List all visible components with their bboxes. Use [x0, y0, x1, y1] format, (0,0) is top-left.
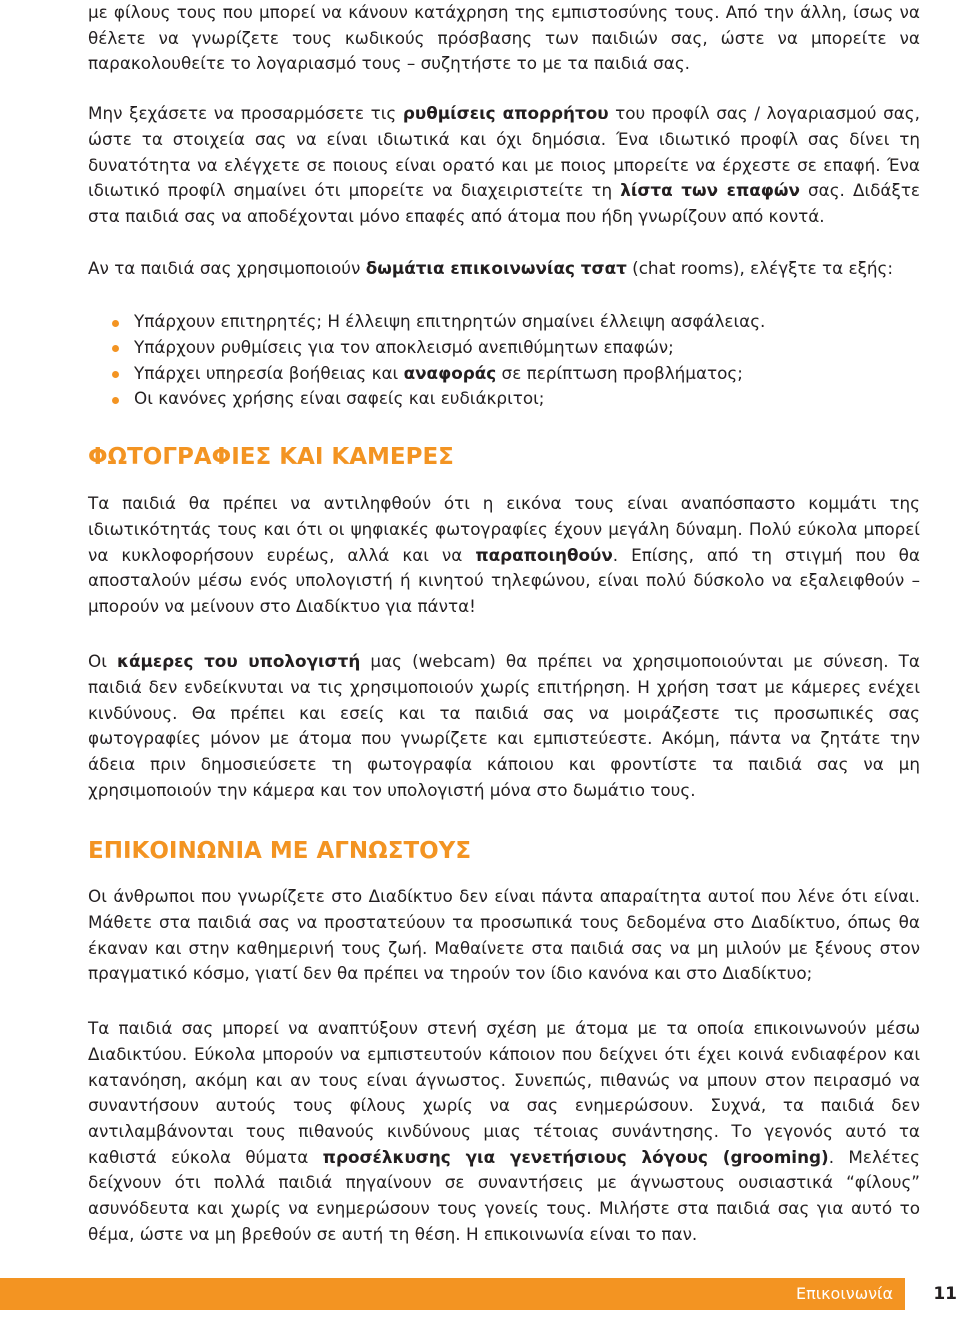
paragraph-text: μας (webcam) θα πρέπει να χρησιμοποιούνται με σύνεση. Τα παιδιά δεν ενδείκνυται να τις χρησιμοποιούν χωρίς επιτήρηση. Η χρήση τσατ με κάμερες ενέχει κινδύνους. Θα πρέπει και εσείς και τα παιδιά σας να μοιράζεστε τις προσωπικές σας φωτογραφίες μόνον με άτομα που γνωρίζετε και εμπιστεύεστε. Ακόμη, πάντα να ζητάτε την άδεια πριν δημοσιεύσετε τη φωτογραφία κάποιου και φροντίστε τα παιδιά σας να μη χρησιμοποιούν την κάμερα και τον υπολογιστή μόνα στο δωμάτιο τους. [88, 651, 920, 800]
paragraph-text: Μην ξεχάσετε να προσαρμόσετε τις [88, 103, 403, 124]
page-content [88, 0, 920, 1247]
bold-term-chat-rooms: δωμάτια επικοινωνίας τσατ [365, 258, 627, 279]
paragraph-text: . Μελέτες δείχνουν ότι πολλά παιδιά πηγαίνουν σε συναντήσεις με άγνωστους ουσιαστικά “φίλους” ασυνόδευτα και χωρίς να ενημερώσουν τους γονείς τους. Μιλήστε στα παιδιά σας για αυτό το θέμα, ώστε να μη βρεθούν σε αυτή τη θέση. Η επικοινωνία είναι το παν. [88, 1146, 920, 1244]
strangers-paragraph: Οι άνθρωποι που γνωρίζετε στο Διαδίκτυο δεν είναι πάντα απαραίτητα αυτοί που λένε ότι είναι. Μάθετε στα παιδιά σας να προστατεύουν τα προσωπικά τους δεδομένα στο Διαδίκτυο, όπως θα έκαναν και στην καθημερινή τους ζωή. Μαθαίνετε στα παιδιά σας να μη μιλούν με ξένους στον πραγματικό κόσμο, γιατί δεν θα πρέπει να τηρούν τον ίδιο κανόνα και στο Διαδίκτυο; [88, 886, 920, 984]
paragraph-text: Αν τα παιδιά σας χρησιμοποιούν [88, 258, 366, 279]
paragraph-text: Τα παιδιά σας μπορεί να αναπτύξουν στενή σχέση με άτομα με τα οποία επικοινωνούν μέσω Διαδικτύου. Εύκολα μπορούν να εμπιστευτούν κάποιον που δείχνει ότι έχει κοινά ενδιαφέρον και κατανόηση, ακόμη και αν τους είναι άγνωστος. Συνεπώς, πιθανώς να μπουν στον πειρασμό να συναντήσουν αυτούς τους φίλους χωρίς να σας ενημερώσουν. Συχνά, τα παιδιά δεν αντιλαμβάνονται τους πιθανούς κινδύνους μιας τέτοιας συνάντησης. Το γεγονός αυτό τα καθιστά εύκολα θύματα [88, 1018, 920, 1167]
checklist-item-text: Υπάρχουν ρυθμίσεις για τον αποκλεισμό ανεπιθύμητων επαφών; [134, 336, 674, 357]
paragraph-text: Οι [88, 651, 118, 672]
paragraph-text: (chat rooms), ελέγξτε τα εξής: [626, 258, 894, 279]
page-number: 11 [933, 1284, 957, 1304]
chat-room-checklist [88, 309, 920, 412]
bullet-icon [112, 371, 119, 378]
bold-term-webcams: κάμερες του υπολογιστή [117, 651, 361, 672]
bold-term-privacy-settings: ρυθμίσεις απορρήτου [402, 103, 609, 124]
checklist-item [88, 309, 920, 335]
chat-rooms-paragraph [88, 256, 920, 282]
bullet-icon [112, 320, 119, 327]
privacy-settings-paragraph [88, 101, 920, 230]
bold-term-manipulated: παραποιηθούν [475, 544, 613, 565]
paragraph-text: σας. Διδάξτε στα παιδιά σας να αποδέχονται μόνο επαφές από άτομα που ήδη γνωρίζουν από κοντά. [88, 180, 921, 226]
checklist-item [88, 335, 920, 361]
checklist-item-text: Υπάρχει υπηρεσία βοήθειας και [134, 362, 404, 383]
checklist-item-text: Οι κανόνες χρήσης είναι σαφείς και ευδιάκριτοι; [134, 388, 545, 409]
bold-term-contact-list: λίστα των επαφών [620, 180, 800, 201]
footer-section-label: Επικοινωνία [795, 1284, 893, 1303]
checklist-item [88, 386, 920, 412]
webcam-paragraph [88, 649, 920, 803]
paragraph-text: Τα παιδιά θα πρέπει να αντιληφθούν ότι η εικόνα τους είναι αναπόσπαστο κομμάτι της ιδιωτικότητάς τους και ότι οι ψηφιακές φωτογραφίες έχουν μεγάλη δύναμη. Πολύ εύκολα μπορεί να κυκλοφορήσουν ευρέως, αλλά και να [88, 493, 920, 565]
bullet-icon [112, 397, 119, 404]
grooming-paragraph [88, 1016, 920, 1247]
bold-term-reporting: αναφοράς [403, 362, 497, 383]
section-heading-strangers: ΕΠΙΚΟΙΝΩΝΙΑ ΜΕ ΑΓΝΩΣΤΟΥΣ [88, 837, 472, 864]
bullet-icon [112, 345, 119, 352]
photos-paragraph [88, 491, 920, 620]
checklist-item-text: σε περίπτωση προβλήματος; [496, 362, 743, 383]
intro-paragraph: με φίλους τους που μπορεί να κάνουν κατάχρηση της εμπιστοσύνης τους. Από την άλλη, ίσως να θέλετε να γνωρίζετε τους κωδικούς πρόσβασης των παιδιών σας, ώστε να μπορείτε να παρακολουθείτε το λογαριασμό τους – συζητήστε το με τα παιδιά σας. [88, 2, 920, 74]
checklist-item [88, 361, 920, 387]
paragraph-text: . Επίσης, από τη στιγμή που θα αποσταλούν μέσω ενός υπολογιστή ή κινητού τηλεφώνου, είναι πολύ δύσκολο να εξαλειφθούν – μπορούν να μείνουν στο Διαδίκτυο για πάντα! [88, 544, 920, 616]
paragraph-text: του προφίλ σας / λογαριασμού σας, ώστε τα στοιχεία σας να είναι ιδιωτικά και όχι δημόσια. Ένα ιδιωτικό προφίλ σας δίνει τη δυνατότητα να ελέγχετε σε ποιους είναι ορατό και με ποιος μπορείτε να έρχεστε σε επαφή. Ένα ιδιωτικό προφίλ σημαίνει ότι μπορείτε να διαχειριστείτε τη [88, 103, 920, 201]
section-heading-photos: ΦΩΤΟΓΡΑΦΙΕΣ ΚΑΙ ΚΑΜΕΡΕΣ [88, 444, 454, 471]
checklist-item-text: Υπάρχουν επιτηρητές; Η έλλειψη επιτηρητών σημαίνει έλλειψη ασφάλειας. [134, 311, 766, 332]
footer-bar [0, 1278, 905, 1310]
bold-term-grooming: προσέλκυσης για γενετήσιους λόγους (grooming) [322, 1146, 829, 1167]
